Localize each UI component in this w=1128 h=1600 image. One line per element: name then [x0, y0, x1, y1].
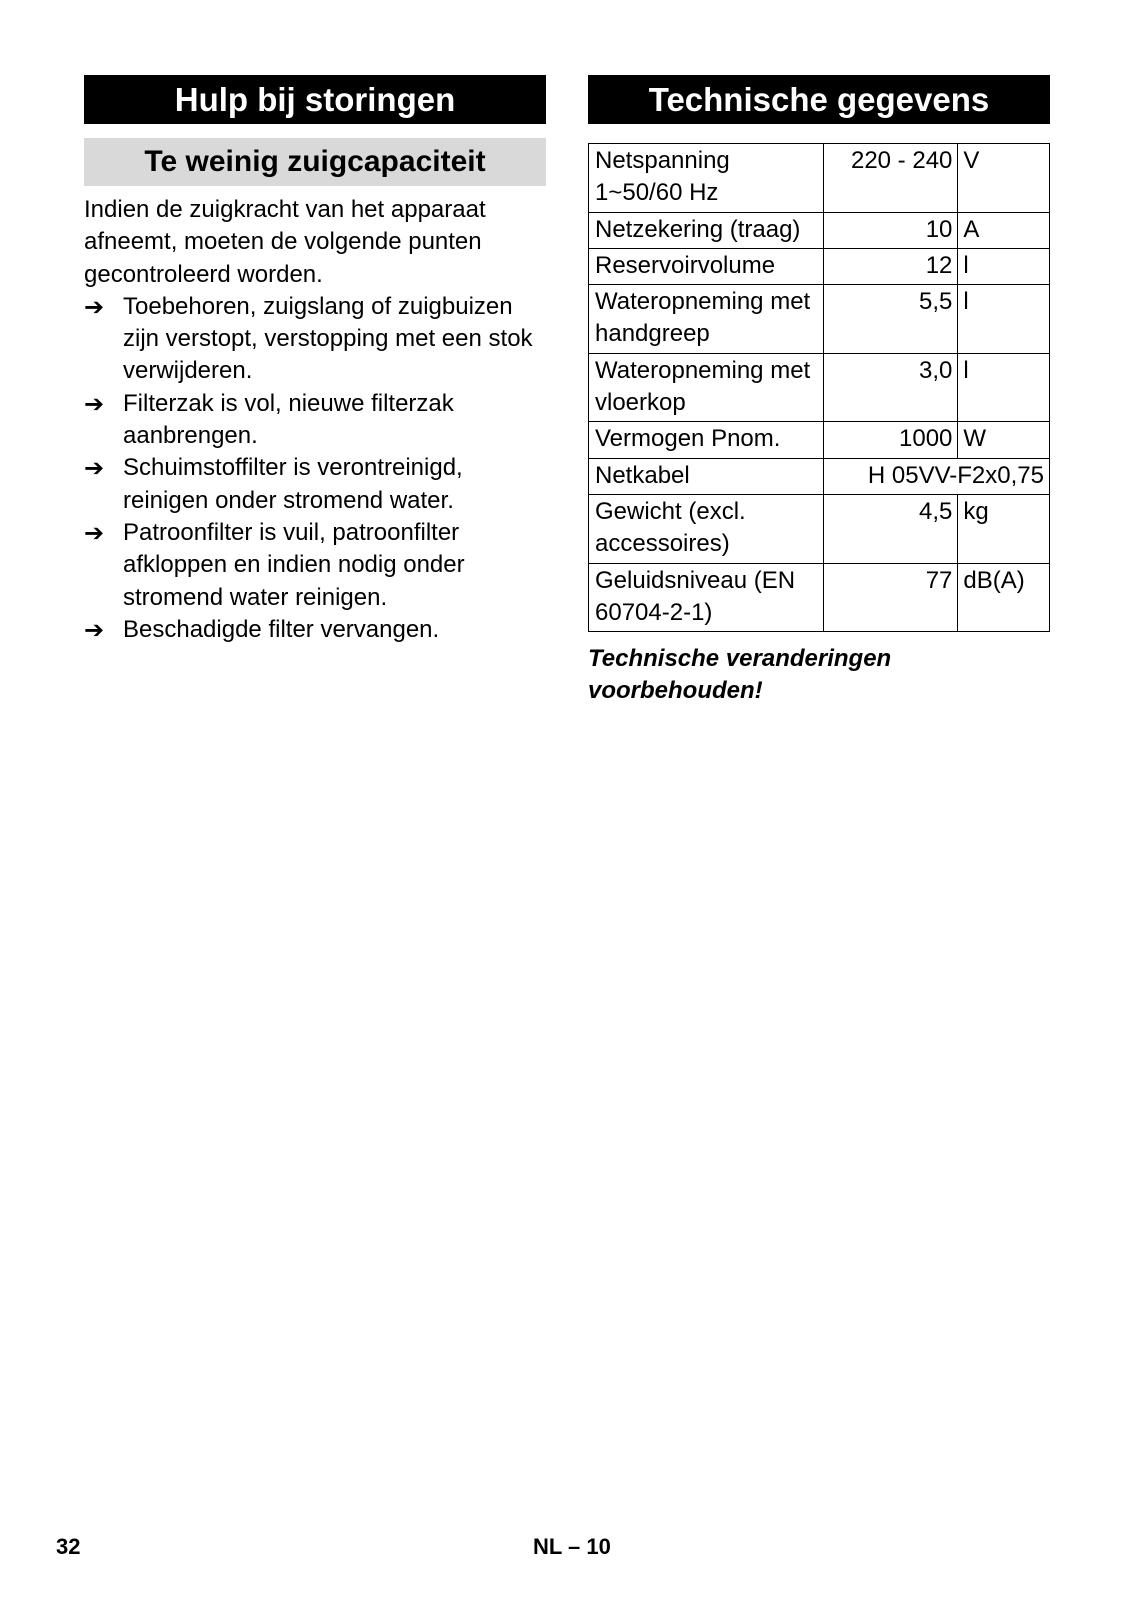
right-arrow-icon: ➔: [84, 518, 105, 547]
list-item: [84, 291, 546, 388]
table-row: [589, 285, 1050, 354]
list-item-text: Schuimstoffilter is verontreinigd, reinigen onder stromend water.: [123, 454, 463, 514]
spec-label: Wateropneming met vloerkop: [589, 353, 824, 422]
list-item-text: Beschadigde filter vervangen.: [123, 615, 440, 643]
table-row: [589, 212, 1050, 248]
table-row: [589, 563, 1050, 632]
table-row: [589, 248, 1050, 284]
spec-label: Geluidsniveau (EN 60704-2-1): [589, 563, 824, 632]
spec-label: Vermogen Pnom.: [589, 422, 824, 458]
section-title-technical-data: Technische gegevens: [588, 75, 1050, 124]
footer-section-label: NL – 10: [533, 1534, 611, 1559]
checklist: [84, 291, 546, 646]
table-row: [589, 353, 1050, 422]
spec-unit: W: [958, 422, 1050, 458]
spec-value: 77: [823, 563, 958, 632]
spec-unit: dB(A): [958, 563, 1050, 632]
spec-value: 12: [823, 248, 958, 284]
right-arrow-icon: ➔: [84, 615, 105, 644]
list-item: [84, 388, 546, 453]
list-item: [84, 614, 546, 646]
spec-value: 10: [823, 212, 958, 248]
subsection-title-low-suction: Te weinig zuigcapaciteit: [84, 138, 546, 186]
table-row: [589, 458, 1050, 494]
spec-unit: l: [958, 285, 1050, 354]
right-arrow-icon: ➔: [84, 389, 105, 418]
right-arrow-icon: ➔: [84, 454, 105, 483]
spec-value: 3,0: [823, 353, 958, 422]
table-row: [589, 144, 1050, 213]
right-arrow-icon: ➔: [84, 292, 105, 321]
list-item-text: Patroonfilter is vuil, patroonfilter afkloppen en indien nodig onder stromend water reinigen.: [123, 518, 465, 611]
spec-unit: l: [958, 353, 1050, 422]
section-title-troubleshooting: Hulp bij storingen: [84, 75, 546, 124]
page-number: 32: [56, 1534, 81, 1559]
list-item: [84, 517, 546, 614]
spec-value: 5,5: [823, 285, 958, 354]
spec-value: 220 - 240: [823, 144, 958, 213]
spec-value: 1000: [823, 422, 958, 458]
spec-unit: V: [958, 144, 1050, 213]
spec-value: H 05VV-F2x0,75: [823, 458, 1049, 494]
spec-value: 4,5: [823, 494, 958, 563]
list-item-text: Filterzak is vol, nieuwe filterzak aanbrengen.: [123, 389, 454, 450]
table-row: [589, 494, 1050, 563]
spec-label: Wateropneming met handgreep: [589, 285, 824, 354]
spec-label: Reservoirvolume: [589, 248, 824, 284]
table-row: [589, 422, 1050, 458]
spec-unit: l: [958, 248, 1050, 284]
spec-label: Netzekering (traag): [589, 212, 824, 248]
spec-label: Netspanning 1~50/60 Hz: [589, 144, 824, 213]
spec-unit: kg: [958, 494, 1050, 563]
reservation-note: Technische veranderingen voorbehouden!: [588, 645, 892, 705]
spec-unit: A: [958, 212, 1050, 248]
list-item-text: Toebehoren, zuigslang of zuigbuizen zijn verstopt, verstopping met een stok verwijderen.: [123, 292, 533, 385]
list-item: [84, 452, 546, 517]
spec-label: Gewicht (excl. accessoires): [589, 494, 824, 563]
spec-table: [588, 143, 1050, 632]
technical-data-column: [588, 75, 1050, 708]
intro-paragraph: Indien de zuigkracht van het apparaat afneemt, moeten de volgende punten gecontroleerd worden.: [84, 196, 486, 288]
spec-label: Netkabel: [589, 458, 824, 494]
troubleshooting-column: [84, 75, 546, 646]
